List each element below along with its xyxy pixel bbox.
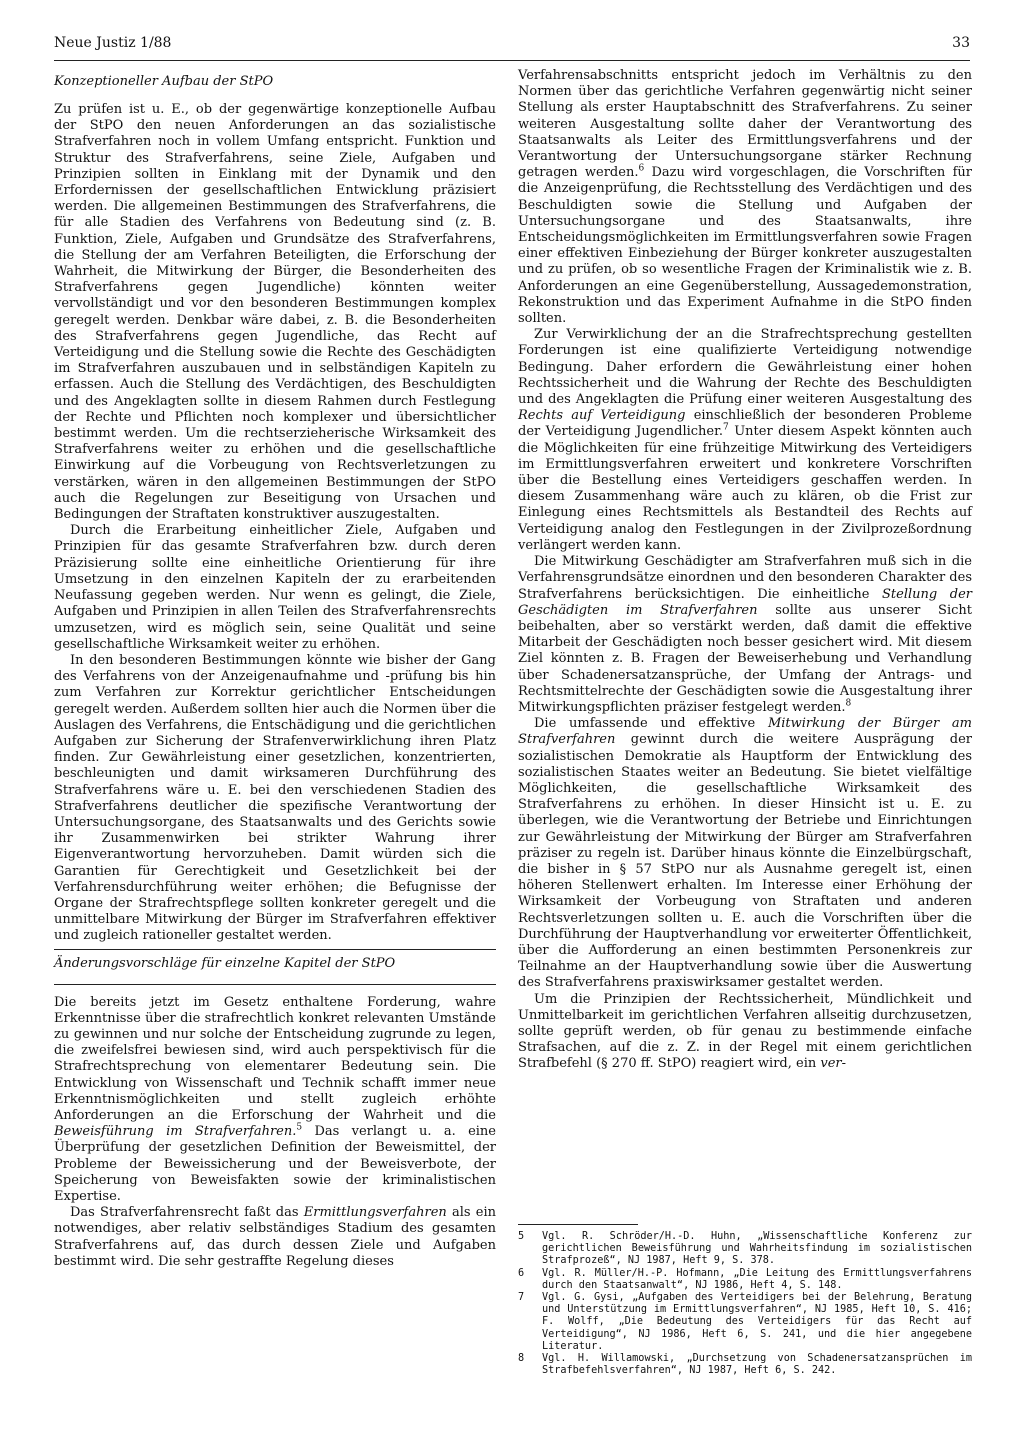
footnote [518,1268,972,1292]
footnote-number: 8 [518,1353,525,1365]
footnote-ref: 5 [296,1122,303,1133]
emphasis: Beweisführung im Strafverfahren. [54,1124,297,1140]
emphasis: ver- [820,1056,847,1072]
emphasis: Ermittlungsverfahren [303,1205,447,1221]
header-rule [54,60,970,61]
footnote-ref: 8 [845,698,852,709]
footnote-number: 7 [518,1292,525,1304]
footnote-rule [518,1224,638,1225]
footnote-text: Vgl. R. Müller/H.-P. Hofmann, „Die Leitung des Ermittlungsverfahrens durch den Staatsanwalt“, NJ 1986, Heft 4, S. 148. [542,1267,972,1291]
footnote [518,1292,972,1353]
paragraph: Die bereits jetzt im Gesetz enthaltene Forderung, wahre Erkenntnisse über die strafrechtlich konkret relevanten Umstände zu gewinnen und nur solche der Entscheidung zugrunde zu legen, die zweifelsfrei bewiesen sind, wird auch perspektivisch für die Strafrechtsprechung von elementarer Bedeutung sein. Die Entwicklung von Wissenschaft und Technik schafft immer neue Erkenntnismöglichkeiten und stellt zugleich erhöhte Anforderungen an die Erforschung der Wahrheit und die Beweisführung im Strafverfahren.$^5$ Das verlangt u. a. eine Überprüfung der gesetzlichen Definition der Beweismittel, der Probleme der Beweissicherung und der Beweisverbote, der Speicherung von Beweisfakten sowie der kriminalistischen Expertise. [54,994,496,1204]
footnote-text: Vgl. H. Willamowski, „Durchsetzung von Schadenersatzansprüchen im Strafbefehlsverfahren“, NJ 1987, Heft 6, S. 242. [542,1353,972,1377]
footnotes [518,1224,972,1377]
journal-issue: Neue Justiz 1/88 [54,35,172,51]
left-column [54,68,496,1270]
paragraph: Durch die Erarbeitung einheitlicher Ziele, Aufgaben und Prinzipien für das gesamte Strafverfahren bzw. durch deren Präzisierung sollte eine einheitliche Orientierung für ihre Umsetzung in den einzelnen Kapiteln der zu erarbeitenden Neufassung gegeben werden. Nur wenn es gelingt, die Ziele, Aufgaben und Prinzipien in allen Teilen des Strafverfahrensrechts umzusetzen, wird es möglich sein, seine Qualität und seine gesellschaftliche Wirksamkeit weiter zu erhöhen. [54,523,496,652]
page-number: 33 [952,35,970,51]
footnote-number: 6 [518,1267,525,1279]
emphasis: Mitwirkung der Bürger am Strafverfahren [518,716,972,748]
footnote-number: 5 [518,1231,525,1242]
right-column [518,68,972,1073]
footnote [518,1353,972,1377]
section-heading-aenderungsvorschlaege: Änderungsvorschläge für einzelne Kapitel der StPO [54,955,396,971]
emphasis: Rechts auf Verteidigung [518,408,686,424]
footnote-ref: 7 [723,423,729,434]
footnote-text: Vgl. R. Schröder/H.-D. Huhn, „Wissenschaftliche Konferenz zur gerichtlichen Beweisführung und Wahrheitsfindung im sozialistischen Strafprozeß“, NJ 1987, Heft 9, S. 378. [542,1231,972,1267]
paragraph: Zu prüfen ist u. E., ob der gegenwärtige konzeptionelle Aufbau der StPO den neuen Anforderungen an das sozialistische Strafverfahren noch in vollem Umfang entspricht. Funktion und Struktur des Strafverfahrens, seine Ziele, Aufgaben und Prinzipien sollten in Einklang mit der Dynamik und den Erfordernissen der gesellschaftlichen Entwicklung präzisiert werden. Die allgemeinen Bestimmungen des Strafverfahrens, die für alle Stadien des Verfahrens von Bedeutung sind (z. B. Funktion, Ziele, Aufgaben und Grundsätze des Strafverfahrens, die Stellung der am Verfahren Beteiligten, die Erforschung der Wahrheit, die Mitwirkung der Bürger, die Besonderheiten des Strafverfahrens gegen Jugendliche) könnten weiter vervollständigt und vor den besonderen Bestimmungen komplex geregelt werden. Denkbar wäre dabei, z. B. die Besonderheiten des Strafverfahrens gegen Jugendliche, das Recht auf Verteidigung und die Stellung sowie die Rechte des Geschädigten im Strafverfahren auszubauen und in selbständigen Kapiteln zu erfassen. Auch die Stellung des Verdächtigen, des Beschuldigten und des Angeklagten sollte in diesem Rahmen durch Festlegung der Rechte und Pflichten noch komplexer und übersichtlicher bestimmt werden. Um die rechtserzieherische Wirksamkeit des Strafverfahrens weiter zu erhöhen und die gesellschaftliche Einwirkung auf die Vorbeugung von Rechtsverletzungen zu verstärken, wären in den allgemeinen Bestimmungen der StPO auch die Regelungen zur Beseitigung von Ursachen und Bedingungen der Straftaten konstruktiver auszugestalten. [54,102,496,523]
section-heading-konzeptioneller-aufbau: Konzeptioneller Aufbau der StPO [54,74,274,89]
section-divider [54,984,496,985]
emphasis: Stellung der Geschädigten im Strafverfahren [518,586,973,618]
footnote-text: Vgl. G. Gysi, „Aufgaben des Verteidigers bei der Belehrung, Beratung und Unterstützung im Ermittlungsverfahren“, NJ 1985, Heft 10, S. 416; F. Wolff, „Die Bedeutung des Verteidigers für das Recht auf Verteidigung“, NJ 1986, Heft 6, S. 241, und die hier angegebene Literatur. [542,1292,972,1352]
paragraph: In den besonderen Bestimmungen könnte wie bisher der Gang des Verfahrens von der Anzeigenaufnahme und -prüfung bis hin zum Verfahren zur Korrektur gerichtlicher Entscheidungen geregelt werden. Außerdem sollten hier auch die Normen über die Auslagen des Verfahrens, die Entschädigung und die gerichtlichen Aufgaben zur Sicherung der Strafenverwirklichung ihren Platz finden. Zur Gewährleistung einer gesetzlichen, konzentrierten, beschleunigten und damit wirksameren Durchführung des Strafverfahrens wäre u. E. bei den verschiedenen Stadien des Strafverfahrens deutlicher die spezifische Verantwortung der Untersuchungsorgane, des Staatsanwalts und des Gerichts sowie ihr Zusammenwirken bei strikter Wahrung ihrer Eigenverantwortung hervorzuheben. Damit würden sich die Garantien für Gerechtigkeit und Gesetzlichkeit bei der Verfahrensdurchführung weiter erhöhen; die Befugnisse der Organe der Strafrechtspflege sollten konkreter geregelt und die unmittelbare Mitwirkung der Bürger im Strafverfahren effektiver und zugleich rationeller gestaltet werden. [54,652,496,944]
footnote [518,1231,972,1268]
paragraph: Das Strafverfahrensrecht faßt das Ermittlungsverfahren als ein notwendiges, aber relativ selbständiges Stadium des gesamten Strafverfahrens auf, das durch dessen Ziele und Aufgaben bestimmt wird. Die sehr gestraffte Regelung dieses [54,1205,497,1269]
section-divider [54,949,496,950]
footnote-ref: 6 [638,163,645,174]
paragraph: Um die Prinzipien der Rechtssicherheit, Mündlichkeit und Unmittelbarkeit im gerichtlichen Verfahren allseitig durchzusetzen, sollte geprüft werden, ob für genau zu bestimmende einfache Strafsachen, auf die z. Z. in der Regel mit einem gerichtlichen Strafbefehl (§ 270 ff. StPO) reagiert wird, ein ver- [518,991,972,1072]
paragraph: Die umfassende und effektive Mitwirkung der Bürger am Strafverfahren gewinnt durch die weitere Ausprägung der sozialistischen Demokratie als Hauptform der Entwicklung des sozialistischen Staates weiter an Bedeutung. Sie bietet vielfältige Möglichkeiten, die gesellschaftliche Wirksamkeit des Strafverfahrens zu erhöhen. In dieser Hinsicht ist u. E. zu überlegen, wie die Verantwortung der Betriebe und Einrichtungen zur Gewährleistung der Mitwirkung der Bürger am Strafverfahren präziser zu regeln ist. Darüber hinaus könnte die Einzelbürgschaft, die bisher in § 57 StPO nur als Ausnahme geregelt ist, einen höheren Stellenwert erhalten. Im Interesse einer Erhöhung der Wirksamkeit der Vorbeugung von Straftaten und anderen Rechtsverletzungen sollten u. E. auch die Vorschriften über die Durchführung der Hauptverhandlung vor erweiterter Öffentlichkeit, über die Aufforderung an einen bestimmten Personenkreis zur Teilnahme an der Hauptverhandlung sowie über die Auswertung des Strafverfahrens praxiswirksamer gestaltet werden. [518,716,972,991]
paragraph: Verfahrensabschnitts entspricht jedoch im Verhältnis zu den Normen über das gerichtliche Verfahren gegenwärtig nicht seiner Stellung als erster Hauptabschnitt des Strafverfahrens. Zu seiner weiteren Ausgestaltung sollte daher der Verantwortung des Staatsanwalts als Leiter des Ermittlungsverfahrens und der Verantwortung der Untersuchungsorgane stärker Rechnung getragen werden.$^6$ Dazu wird vorgeschlagen, die Vorschriften für die Anzeigenprüfung, die Rechtsstellung des Verdächtigen und des Beschuldigten sowie die Stellung und Aufgaben der Untersuchungsorgane und des Staatsanwalts, ihre Entscheidungsmöglichkeiten im Ermittlungsverfahren sowie Fragen einer effektiven Einbeziehung der Bürger konkreter auszugestalten und zu prüfen, ob so wesentliche Fragen der Kriminalistik wie z. B. Anforderungen an eine Gegenüberstellung, Aussagedemonstration, Rekonstruktion und das Experiment Aufnahme in die StPO finden sollten. [518,68,972,327]
page-header [54,35,970,59]
paragraph: Die Mitwirkung Geschädigter am Strafverfahren muß sich in die Verfahrensgrundsätze einordnen und den besonderen Charakter des Strafverfahrens berücksichtigen. Die einheitliche Stellung der Geschädigten im Strafverfahren sollte aus unserer Sicht beibehalten, aber so verstärkt werden, daß damit die effektive Mitarbeit der Geschädigten noch besser gesichert wird. Mit diesem Ziel könnten z. B. Fragen der Beweiserhebung und Verhandlung über Schadenersatzansprüche, der Umfang der Antrags- und Rechtsmittelrechte der Geschädigten sowie die Ausgestaltung ihrer Mitwirkungspflichten präziser festgelegt werden.$^8$ [518,554,973,715]
paragraph: Zur Verwirklichung der an die Strafrechtsprechung gestellten Forderungen ist eine qualifizierte Verteidigung notwendige Bedingung. Daher erfordern die Gewährleistung einer hohen Rechtssicherheit und die Wahrung der Rechte des Beschuldigten und des Angeklagten die Prüfung einer weiteren Ausgestaltung des Rechts auf Verteidigung einschließlich der besonderen Probleme der Verteidigung Jugendlicher.$^7$ Unter diesem Aspekt könnten auch die Möglichkeiten für eine frühzeitige Mitwirkung des Verteidigers im Ermittlungsverfahren erweitert und konkretere Vorschriften über die Bestellung eines Verteidigers geschaffen werden. In diesem Zusammenhang wäre auch zu klären, ob die Frist zur Einlegung eines Rechtsmittels als Bestandteil des Rechts auf Verteidigung analog den Festlegungen in der Zivilprozeßordnung verlängert werden kann. [518,327,972,553]
